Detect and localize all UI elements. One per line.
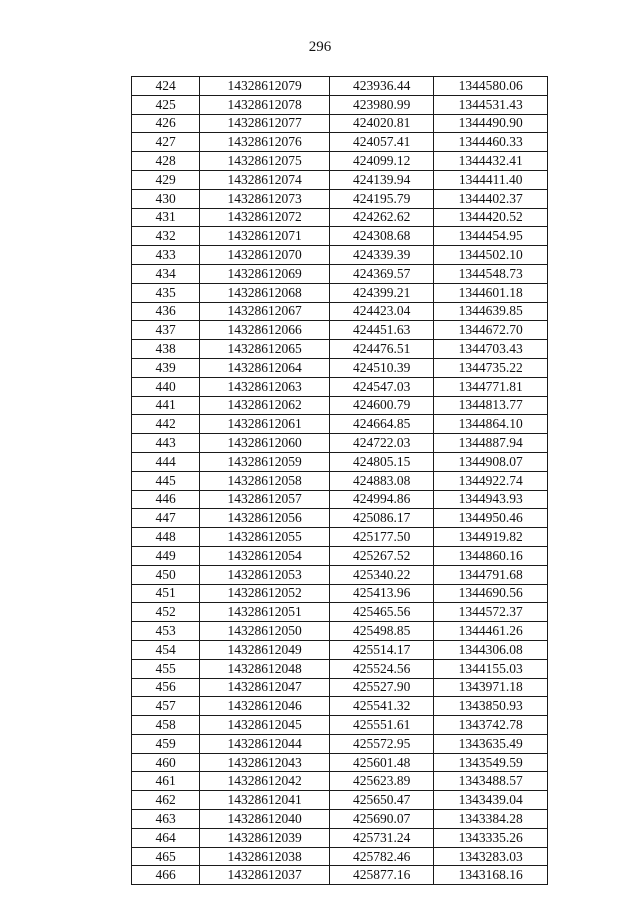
table-row xyxy=(132,810,548,829)
table-row xyxy=(132,377,548,396)
y-coordinate-cell: 1343439.04 xyxy=(434,791,548,810)
table-row xyxy=(132,471,548,490)
y-coordinate-cell: 1344860.16 xyxy=(434,546,548,565)
point-number-cell: 449 xyxy=(132,546,200,565)
point-id-cell: 14328612066 xyxy=(200,321,330,340)
point-id-cell: 14328612046 xyxy=(200,697,330,716)
point-id-cell: 14328612058 xyxy=(200,471,330,490)
x-coordinate-cell: 424139.94 xyxy=(329,170,434,189)
point-number-cell: 459 xyxy=(132,734,200,753)
point-number-cell: 432 xyxy=(132,227,200,246)
y-coordinate-cell: 1344813.77 xyxy=(434,396,548,415)
y-coordinate-cell: 1343168.16 xyxy=(434,866,548,885)
x-coordinate-cell: 424547.03 xyxy=(329,377,434,396)
y-coordinate-cell: 1344402.37 xyxy=(434,189,548,208)
table-row xyxy=(132,772,548,791)
table-row xyxy=(132,753,548,772)
y-coordinate-cell: 1344454.95 xyxy=(434,227,548,246)
point-id-cell: 14328612062 xyxy=(200,396,330,415)
y-coordinate-cell: 1344735.22 xyxy=(434,358,548,377)
x-coordinate-cell: 424600.79 xyxy=(329,396,434,415)
point-id-cell: 14328612071 xyxy=(200,227,330,246)
table-row xyxy=(132,415,548,434)
y-coordinate-cell: 1343742.78 xyxy=(434,716,548,735)
point-number-cell: 439 xyxy=(132,358,200,377)
point-number-cell: 452 xyxy=(132,603,200,622)
table-row xyxy=(132,678,548,697)
x-coordinate-cell: 424451.63 xyxy=(329,321,434,340)
table-row xyxy=(132,640,548,659)
point-id-cell: 14328612068 xyxy=(200,283,330,302)
point-number-cell: 453 xyxy=(132,622,200,641)
x-coordinate-cell: 425514.17 xyxy=(329,640,434,659)
page-number: 296 xyxy=(308,39,332,55)
y-coordinate-cell: 1344155.03 xyxy=(434,659,548,678)
point-id-cell: 14328612061 xyxy=(200,415,330,434)
point-id-cell: 14328612064 xyxy=(200,358,330,377)
y-coordinate-cell: 1344771.81 xyxy=(434,377,548,396)
point-number-cell: 456 xyxy=(132,678,200,697)
y-coordinate-cell: 1343549.59 xyxy=(434,753,548,772)
table-row xyxy=(132,452,548,471)
point-id-cell: 14328612038 xyxy=(200,847,330,866)
point-number-cell: 446 xyxy=(132,490,200,509)
table-row xyxy=(132,114,548,133)
point-number-cell: 442 xyxy=(132,415,200,434)
table-row xyxy=(132,603,548,622)
point-id-cell: 14328612056 xyxy=(200,509,330,528)
y-coordinate-cell: 1343384.28 xyxy=(434,810,548,829)
point-id-cell: 14328612076 xyxy=(200,133,330,152)
y-coordinate-cell: 1344461.26 xyxy=(434,622,548,641)
y-coordinate-cell: 1344490.90 xyxy=(434,114,548,133)
x-coordinate-cell: 425527.90 xyxy=(329,678,434,697)
table-row xyxy=(132,95,548,114)
y-coordinate-cell: 1344639.85 xyxy=(434,302,548,321)
x-coordinate-cell: 425498.85 xyxy=(329,622,434,641)
x-coordinate-cell: 425541.32 xyxy=(329,697,434,716)
y-coordinate-cell: 1344411.40 xyxy=(434,170,548,189)
point-id-cell: 14328612059 xyxy=(200,452,330,471)
table-row xyxy=(132,434,548,453)
table-row xyxy=(132,189,548,208)
point-number-cell: 454 xyxy=(132,640,200,659)
table-row xyxy=(132,340,548,359)
point-number-cell: 437 xyxy=(132,321,200,340)
x-coordinate-cell: 425877.16 xyxy=(329,866,434,885)
point-number-cell: 466 xyxy=(132,866,200,885)
y-coordinate-cell: 1344531.43 xyxy=(434,95,548,114)
table-row xyxy=(132,866,548,885)
table-row xyxy=(132,584,548,603)
table-row xyxy=(132,77,548,96)
coordinates-table-body xyxy=(132,77,548,885)
x-coordinate-cell: 425690.07 xyxy=(329,810,434,829)
x-coordinate-cell: 423936.44 xyxy=(329,77,434,96)
x-coordinate-cell: 425572.95 xyxy=(329,734,434,753)
x-coordinate-cell: 425731.24 xyxy=(329,828,434,847)
point-id-cell: 14328612069 xyxy=(200,264,330,283)
x-coordinate-cell: 425650.47 xyxy=(329,791,434,810)
table-row xyxy=(132,152,548,171)
x-coordinate-cell: 425340.22 xyxy=(329,565,434,584)
point-number-cell: 433 xyxy=(132,246,200,265)
point-id-cell: 14328612047 xyxy=(200,678,330,697)
x-coordinate-cell: 424664.85 xyxy=(329,415,434,434)
point-id-cell: 14328612079 xyxy=(200,77,330,96)
point-number-cell: 464 xyxy=(132,828,200,847)
y-coordinate-cell: 1344908.07 xyxy=(434,452,548,471)
point-number-cell: 434 xyxy=(132,264,200,283)
point-id-cell: 14328612052 xyxy=(200,584,330,603)
y-coordinate-cell: 1344703.43 xyxy=(434,340,548,359)
x-coordinate-cell: 425413.96 xyxy=(329,584,434,603)
x-coordinate-cell: 424369.57 xyxy=(329,264,434,283)
point-number-cell: 455 xyxy=(132,659,200,678)
point-number-cell: 438 xyxy=(132,340,200,359)
y-coordinate-cell: 1344580.06 xyxy=(434,77,548,96)
point-id-cell: 14328612060 xyxy=(200,434,330,453)
x-coordinate-cell: 425524.56 xyxy=(329,659,434,678)
table-row xyxy=(132,227,548,246)
table-row xyxy=(132,716,548,735)
y-coordinate-cell: 1344432.41 xyxy=(434,152,548,171)
y-coordinate-cell: 1344864.10 xyxy=(434,415,548,434)
y-coordinate-cell: 1344919.82 xyxy=(434,528,548,547)
coordinates-table xyxy=(131,76,548,885)
x-coordinate-cell: 425601.48 xyxy=(329,753,434,772)
y-coordinate-cell: 1344943.93 xyxy=(434,490,548,509)
point-number-cell: 436 xyxy=(132,302,200,321)
y-coordinate-cell: 1344690.56 xyxy=(434,584,548,603)
table-row xyxy=(132,490,548,509)
point-number-cell: 428 xyxy=(132,152,200,171)
table-row xyxy=(132,791,548,810)
point-id-cell: 14328612065 xyxy=(200,340,330,359)
point-id-cell: 14328612048 xyxy=(200,659,330,678)
x-coordinate-cell: 424339.39 xyxy=(329,246,434,265)
point-id-cell: 14328612044 xyxy=(200,734,330,753)
point-id-cell: 14328612078 xyxy=(200,95,330,114)
point-id-cell: 14328612051 xyxy=(200,603,330,622)
x-coordinate-cell: 425086.17 xyxy=(329,509,434,528)
point-number-cell: 465 xyxy=(132,847,200,866)
point-id-cell: 14328612077 xyxy=(200,114,330,133)
point-id-cell: 14328612054 xyxy=(200,546,330,565)
point-id-cell: 14328612072 xyxy=(200,208,330,227)
point-id-cell: 14328612045 xyxy=(200,716,330,735)
point-number-cell: 426 xyxy=(132,114,200,133)
table-row xyxy=(132,321,548,340)
point-id-cell: 14328612075 xyxy=(200,152,330,171)
table-row xyxy=(132,358,548,377)
point-number-cell: 431 xyxy=(132,208,200,227)
x-coordinate-cell: 424805.15 xyxy=(329,452,434,471)
table-row xyxy=(132,133,548,152)
y-coordinate-cell: 1344950.46 xyxy=(434,509,548,528)
point-number-cell: 425 xyxy=(132,95,200,114)
point-number-cell: 462 xyxy=(132,791,200,810)
x-coordinate-cell: 424308.68 xyxy=(329,227,434,246)
x-coordinate-cell: 424195.79 xyxy=(329,189,434,208)
x-coordinate-cell: 425177.50 xyxy=(329,528,434,547)
point-id-cell: 14328612040 xyxy=(200,810,330,829)
y-coordinate-cell: 1344548.73 xyxy=(434,264,548,283)
x-coordinate-cell: 423980.99 xyxy=(329,95,434,114)
y-coordinate-cell: 1343488.57 xyxy=(434,772,548,791)
y-coordinate-cell: 1343850.93 xyxy=(434,697,548,716)
table-row xyxy=(132,264,548,283)
point-id-cell: 14328612070 xyxy=(200,246,330,265)
point-id-cell: 14328612074 xyxy=(200,170,330,189)
point-id-cell: 14328612037 xyxy=(200,866,330,885)
x-coordinate-cell: 424510.39 xyxy=(329,358,434,377)
point-number-cell: 427 xyxy=(132,133,200,152)
x-coordinate-cell: 425465.56 xyxy=(329,603,434,622)
point-number-cell: 447 xyxy=(132,509,200,528)
x-coordinate-cell: 424020.81 xyxy=(329,114,434,133)
point-number-cell: 448 xyxy=(132,528,200,547)
y-coordinate-cell: 1344887.94 xyxy=(434,434,548,453)
point-number-cell: 430 xyxy=(132,189,200,208)
point-number-cell: 451 xyxy=(132,584,200,603)
point-number-cell: 450 xyxy=(132,565,200,584)
point-number-cell: 461 xyxy=(132,772,200,791)
table-row xyxy=(132,170,548,189)
point-number-cell: 440 xyxy=(132,377,200,396)
table-row xyxy=(132,208,548,227)
point-id-cell: 14328612073 xyxy=(200,189,330,208)
y-coordinate-cell: 1343971.18 xyxy=(434,678,548,697)
y-coordinate-cell: 1344502.10 xyxy=(434,246,548,265)
y-coordinate-cell: 1343635.49 xyxy=(434,734,548,753)
point-number-cell: 435 xyxy=(132,283,200,302)
point-number-cell: 458 xyxy=(132,716,200,735)
point-id-cell: 14328612053 xyxy=(200,565,330,584)
table-row xyxy=(132,659,548,678)
table-row xyxy=(132,697,548,716)
point-number-cell: 460 xyxy=(132,753,200,772)
point-number-cell: 445 xyxy=(132,471,200,490)
table-row xyxy=(132,528,548,547)
table-row xyxy=(132,828,548,847)
point-id-cell: 14328612057 xyxy=(200,490,330,509)
x-coordinate-cell: 424057.41 xyxy=(329,133,434,152)
point-number-cell: 457 xyxy=(132,697,200,716)
x-coordinate-cell: 424883.08 xyxy=(329,471,434,490)
x-coordinate-cell: 424722.03 xyxy=(329,434,434,453)
x-coordinate-cell: 424099.12 xyxy=(329,152,434,171)
y-coordinate-cell: 1344572.37 xyxy=(434,603,548,622)
point-number-cell: 443 xyxy=(132,434,200,453)
table-row xyxy=(132,246,548,265)
y-coordinate-cell: 1344306.08 xyxy=(434,640,548,659)
point-id-cell: 14328612063 xyxy=(200,377,330,396)
point-id-cell: 14328612055 xyxy=(200,528,330,547)
table-row xyxy=(132,546,548,565)
y-coordinate-cell: 1343335.26 xyxy=(434,828,548,847)
x-coordinate-cell: 424262.62 xyxy=(329,208,434,227)
point-id-cell: 14328612042 xyxy=(200,772,330,791)
y-coordinate-cell: 1344601.18 xyxy=(434,283,548,302)
table-row xyxy=(132,509,548,528)
point-number-cell: 429 xyxy=(132,170,200,189)
point-number-cell: 441 xyxy=(132,396,200,415)
point-id-cell: 14328612050 xyxy=(200,622,330,641)
point-number-cell: 424 xyxy=(132,77,200,96)
table-row xyxy=(132,847,548,866)
y-coordinate-cell: 1343283.03 xyxy=(434,847,548,866)
x-coordinate-cell: 425782.46 xyxy=(329,847,434,866)
table-row xyxy=(132,622,548,641)
table-row xyxy=(132,734,548,753)
y-coordinate-cell: 1344672.70 xyxy=(434,321,548,340)
table-row xyxy=(132,283,548,302)
x-coordinate-cell: 424476.51 xyxy=(329,340,434,359)
point-id-cell: 14328612041 xyxy=(200,791,330,810)
x-coordinate-cell: 424399.21 xyxy=(329,283,434,302)
table-row xyxy=(132,302,548,321)
y-coordinate-cell: 1344791.68 xyxy=(434,565,548,584)
point-id-cell: 14328612049 xyxy=(200,640,330,659)
x-coordinate-cell: 424423.04 xyxy=(329,302,434,321)
y-coordinate-cell: 1344460.33 xyxy=(434,133,548,152)
point-id-cell: 14328612043 xyxy=(200,753,330,772)
x-coordinate-cell: 425267.52 xyxy=(329,546,434,565)
table-row xyxy=(132,396,548,415)
point-id-cell: 14328612067 xyxy=(200,302,330,321)
point-id-cell: 14328612039 xyxy=(200,828,330,847)
x-coordinate-cell: 424994.86 xyxy=(329,490,434,509)
point-number-cell: 463 xyxy=(132,810,200,829)
table-row xyxy=(132,565,548,584)
x-coordinate-cell: 425623.89 xyxy=(329,772,434,791)
y-coordinate-cell: 1344420.52 xyxy=(434,208,548,227)
y-coordinate-cell: 1344922.74 xyxy=(434,471,548,490)
point-number-cell: 444 xyxy=(132,452,200,471)
x-coordinate-cell: 425551.61 xyxy=(329,716,434,735)
